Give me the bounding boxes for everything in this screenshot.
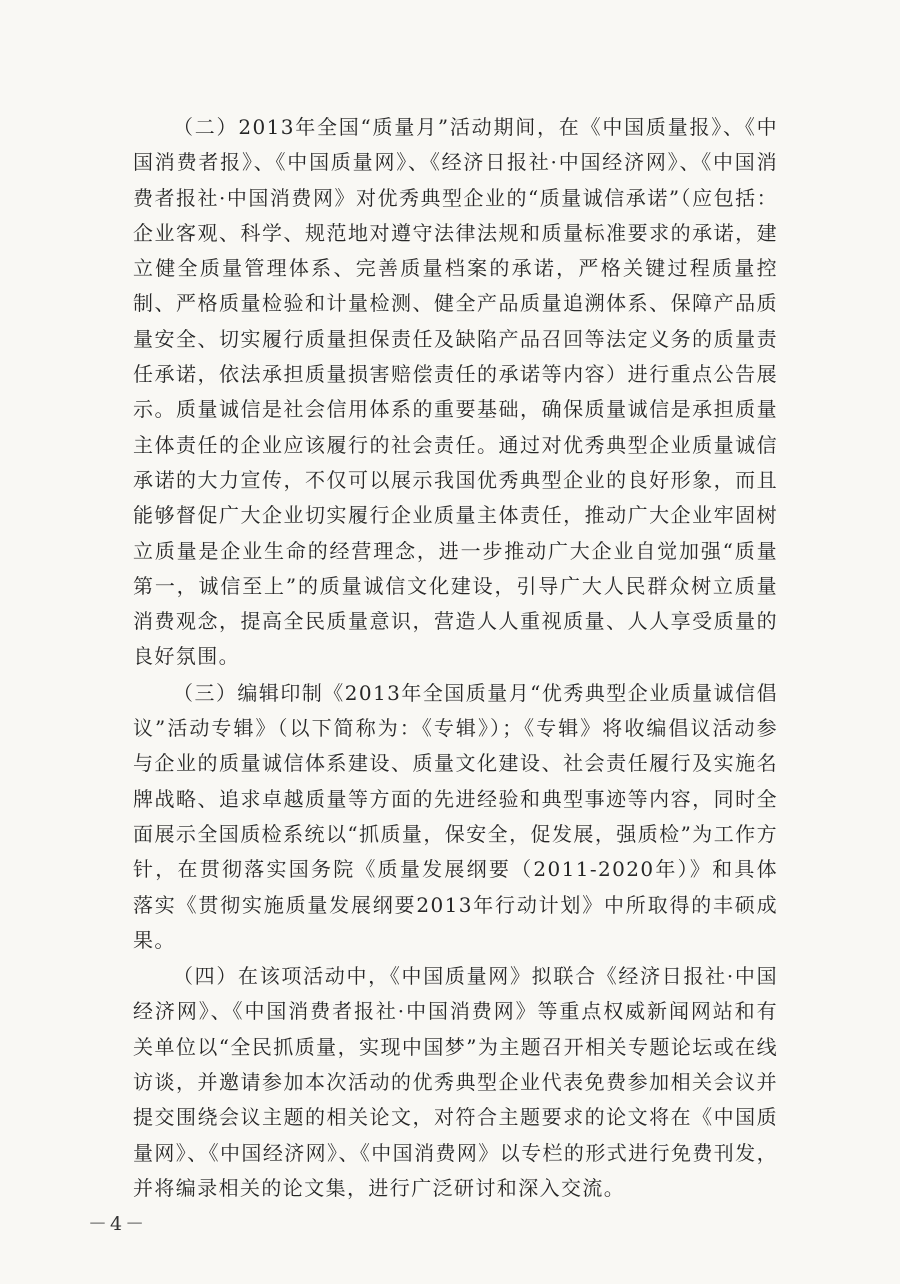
document-body — [133, 110, 778, 1207]
paragraph-4: （四）在该项活动中，《中国质量网》拟联合《经济日报社·中国经济网》、《中国消费者报社·中国消费网》等重点权威新闻网站和有关单位以“全民抓质量，实现中国梦”为主题召开相关专题论坛或在线访谈，并邀请参加本次活动的优秀典型企业代表免费参加相关会议并提交围绕会议主题的相关论文，对符合主题要求的论文将在《中国质量网》、《中国经济网》、《中国消费网》以专栏的形式进行免费刊发，并将编录相关的论文集，进行广泛研讨和深入交流。 — [133, 964, 778, 1200]
paragraph-2: （二）2013年全国“质量月”活动期间，在《中国质量报》、《中国消费者报》、《中国质量网》、《经济日报社·中国经济网》、《中国消费者报社·中国消费网》对优秀典型企业的“质量诚信承诺”（应包括：企业客观、科学、规范地对遵守法律法规和质量标准要求的承诺，建立健全质量管理体系、完善质量档案的承诺，严格关键过程质量控制、严格质量检验和计量检测、健全产品质量追溯体系、保障产品质量安全、切实履行质量担保责任及缺陷产品召回等法定义务的质量责任承诺，依法承担质量损害赔偿责任的承诺等内容）进行重点公告展示。质量诚信是社会信用体系的重要基础，确保质量诚信是承担质量主体责任的企业应该履行的社会责任。通过对优秀典型企业质量诚信承诺的大力宣传，不仅可以展示我国优秀典型企业的良好形象，而且能够督促广大企业切实履行企业质量主体责任，推动广大企业牢固树立质量是企业生命的经营理念，进一步推动广大企业自觉加强“质量第一，诚信至上”的质量诚信文化建设，引导广大人民群众树立质量消费观念，提高全民质量意识，营造人人重视质量、人人享受质量的良好氛围。 — [133, 115, 778, 669]
page-number: －4－ — [88, 1213, 148, 1235]
paragraph-3: （三）编辑印制《2013年全国质量月“优秀典型企业质量诚信倡议”活动专辑》（以下简称为：《专辑》）；《专辑》将收编倡议活动参与企业的质量诚信体系建设、质量文化建设、社会责任履行及实施名牌战略、追求卓越质量等方面的先进经验和典型事迹等内容，同时全面展示全国质检系统以“抓质量，保安全，促发展，强质检”为工作方针，在贯彻落实国务院《质量发展纲要（2011-2020年）》和具体落实《贯彻实施质量发展纲要2013年行动计划》中所取得的丰硕成果。 — [133, 680, 778, 952]
